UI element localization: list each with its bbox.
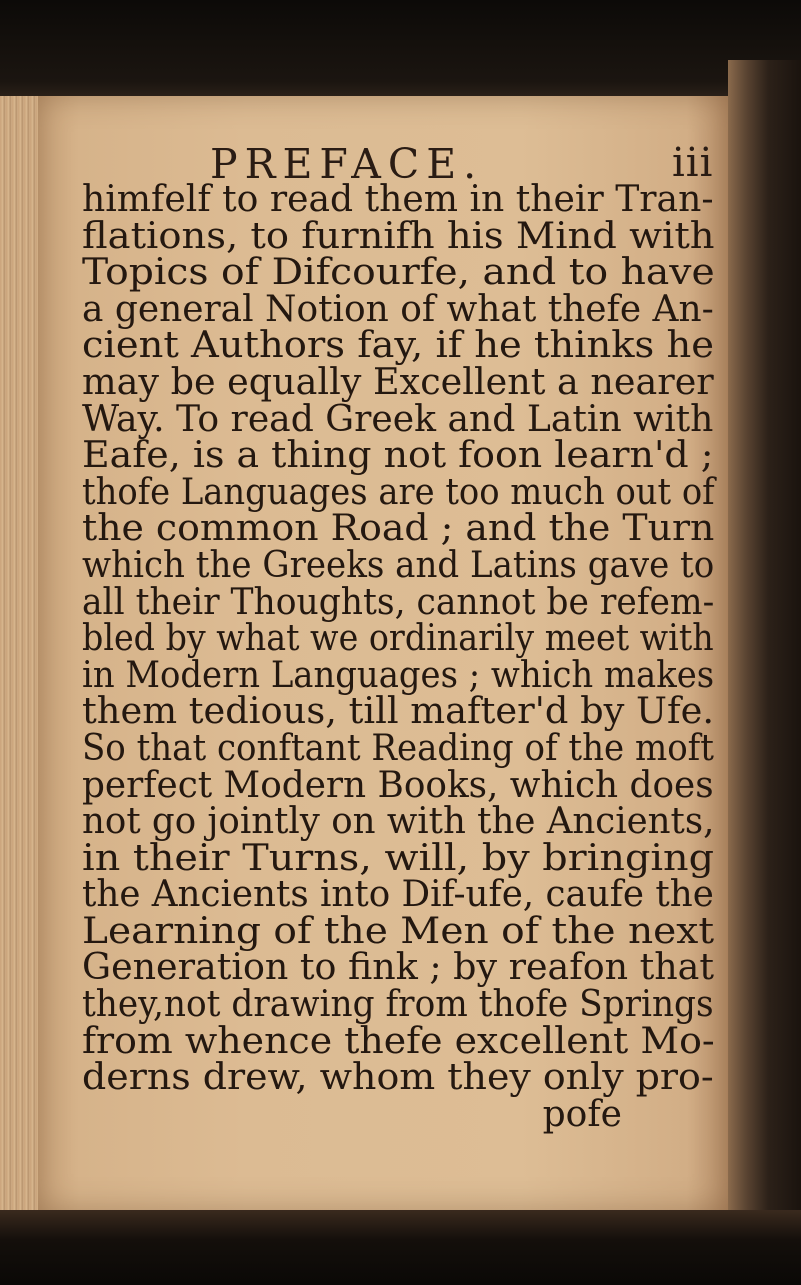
text-line: himfelf to read them in their Tran-: [82, 179, 714, 220]
text-line: from whence thefe excellent Mo-: [82, 1020, 715, 1062]
text-line: in Modern Languages ; which makes: [82, 654, 715, 696]
text-line: a general Notion of what thefe An-: [82, 288, 714, 330]
text-line: Way. To read Greek and Latin with: [82, 398, 714, 440]
page-number: iii: [672, 140, 714, 186]
text-line: flations, to furnifh his Mind with: [82, 215, 715, 257]
page-header-title: PREFACE.: [210, 140, 484, 188]
page-edges-left: [0, 96, 38, 1210]
text-line: So that conftant Reading of the moft: [82, 727, 714, 769]
body-text: [82, 179, 722, 1135]
text-line: cient Authors fay, if he thinks he: [82, 325, 714, 367]
text-line: the common Road ; and the Turn: [82, 508, 715, 550]
text-line: them tedious, till mafter'd by Ufe.: [82, 691, 715, 733]
text-line: may be equally Excellent a nearer: [82, 361, 714, 403]
text-line: not go jointly on with the Ancients,: [82, 801, 715, 843]
text-line: bled by what we ordinarily meet with: [82, 618, 714, 660]
text-line: derns drew, whom they only pro-: [82, 1057, 714, 1099]
top-shadow: [0, 0, 801, 96]
text-line: they,not drawing from thofe Springs: [82, 984, 714, 1026]
text-line: Generation to fink ; by reafon that: [82, 947, 715, 989]
text-line: perfect Modern Books, which does: [82, 764, 714, 806]
text-line: thofe Languages are too much out of: [82, 471, 715, 513]
bottom-shadow: [0, 1210, 801, 1285]
text-line: the Ancients into Dif-ufe, caufe the: [82, 874, 714, 916]
text-line: Eafe, is a thing not foon learn'd ;: [82, 435, 714, 477]
text-line: which the Greeks and Latins gave to: [82, 544, 715, 586]
catchword: pofe: [542, 1093, 622, 1135]
text-line: Topics of Difcourfe, and to have: [82, 252, 715, 294]
text-line: all their Thoughts, cannot be refem-: [82, 581, 715, 623]
text-line: Learning of the Men of the next: [82, 910, 715, 952]
text-line: in their Turns, will, by bringing: [82, 837, 715, 879]
